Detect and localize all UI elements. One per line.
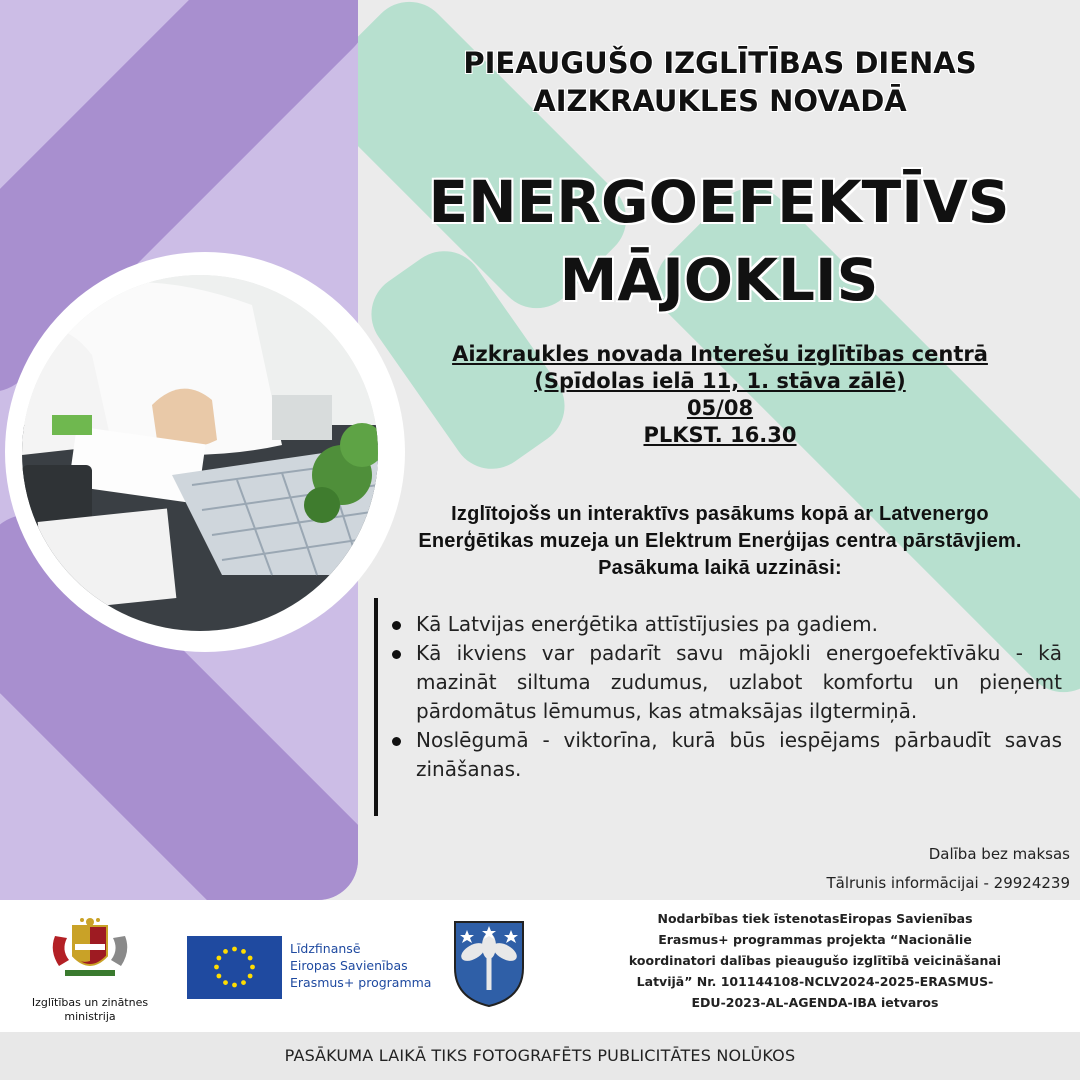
latvia-coat-of-arms-icon [45,916,135,986]
venue-name: Aizkraukles novada Interešu izglītības centrā [452,342,988,366]
topics-list [374,598,1060,816]
eu-text-line-3: Erasmus+ programma [290,975,432,990]
ministry-name: Izglītības un zinātnes ministrija [31,996,149,1023]
header-line-1: PIEAUGUŠO IZGLĪTĪBAS DIENAS [463,46,977,80]
eu-text-line-2: Eiropas Savienības [290,958,408,973]
project-line-1: Nodarbības tiek īstenotasEiropas Savienības [657,911,973,926]
project-line-4: Latvijā” Nr. 101144108-NCLV2024-2025-ERASMUS- [636,974,994,989]
eu-funding-text [290,940,431,991]
bullet-icon [392,650,401,659]
footer-logos [0,900,1080,1032]
project-line-5: EDU-2023-AL-AGENDA-IBA ietvaros [691,995,939,1010]
project-line-3: koordinatori dalības pieaugušo izglītībā veicināšanai [628,953,1002,968]
project-line-2: Erasmus+ programmas projekta “Nacionālie [658,932,972,947]
free-entry-note: Dalība bez maksas [928,845,1070,863]
list-item [390,726,1062,784]
venue-address: (Spīdolas ielā 11, 1. stāva zālē) [534,369,906,393]
aizkraukle-coat-of-arms-icon [451,918,527,1008]
header-line-2: AIZKRAUKLES NOVADĀ [533,84,907,118]
event-time: PLKST. 16.30 [643,423,797,447]
eu-text-line-1: Līdzfinansē [290,941,361,956]
event-title-line-2: MĀJOKLIS [559,246,879,314]
project-info [610,908,1020,1013]
event-photo [22,275,378,631]
office-solar-panel-illustration [22,275,378,631]
photography-notice: PASĀKUMA LAIKĀ TIKS FOTOGRAFĒTS PUBLICITĀTES NOLŪKOS [0,1032,1080,1080]
list-item-text: Kā ikviens var padarīt savu mājokli energoefektīvāku - kā mazināt siltuma zudumus, uzlabot komfortu un pieņemt pārdomātus lēmumus, kas atmaksājas ilgtermiņā. [416,641,1062,723]
list-item-text: Kā Latvijas enerģētika attīstījusies pa gadiem. [416,612,878,636]
eu-flag-icon [187,936,282,999]
contact-phone: Tālrunis informācijai - 29924239 [826,874,1070,892]
intro-line-1: Izglītojošs un interaktīvs pasākums kopā ar Latvenergo [451,503,989,525]
event-date: 05/08 [686,396,754,420]
intro-line-2: Enerģētikas muzeja un Elektrum Enerģijas centra pārstāvjiem. [418,530,1022,552]
list-item [390,610,1062,639]
event-title-line-1: ENERGOEFEKTĪVS [428,168,1010,236]
list-item [390,639,1062,726]
bullet-icon [392,737,401,746]
ministry-logo-block [20,916,160,1024]
intro-line-3: Pasākuma laikā uzzināsi: [598,557,842,579]
list-item-text: Noslēgumā - viktorīna, kurā būs iespējams pārbaudīt savas zināšanas. [416,728,1062,781]
bullet-icon [392,621,401,630]
